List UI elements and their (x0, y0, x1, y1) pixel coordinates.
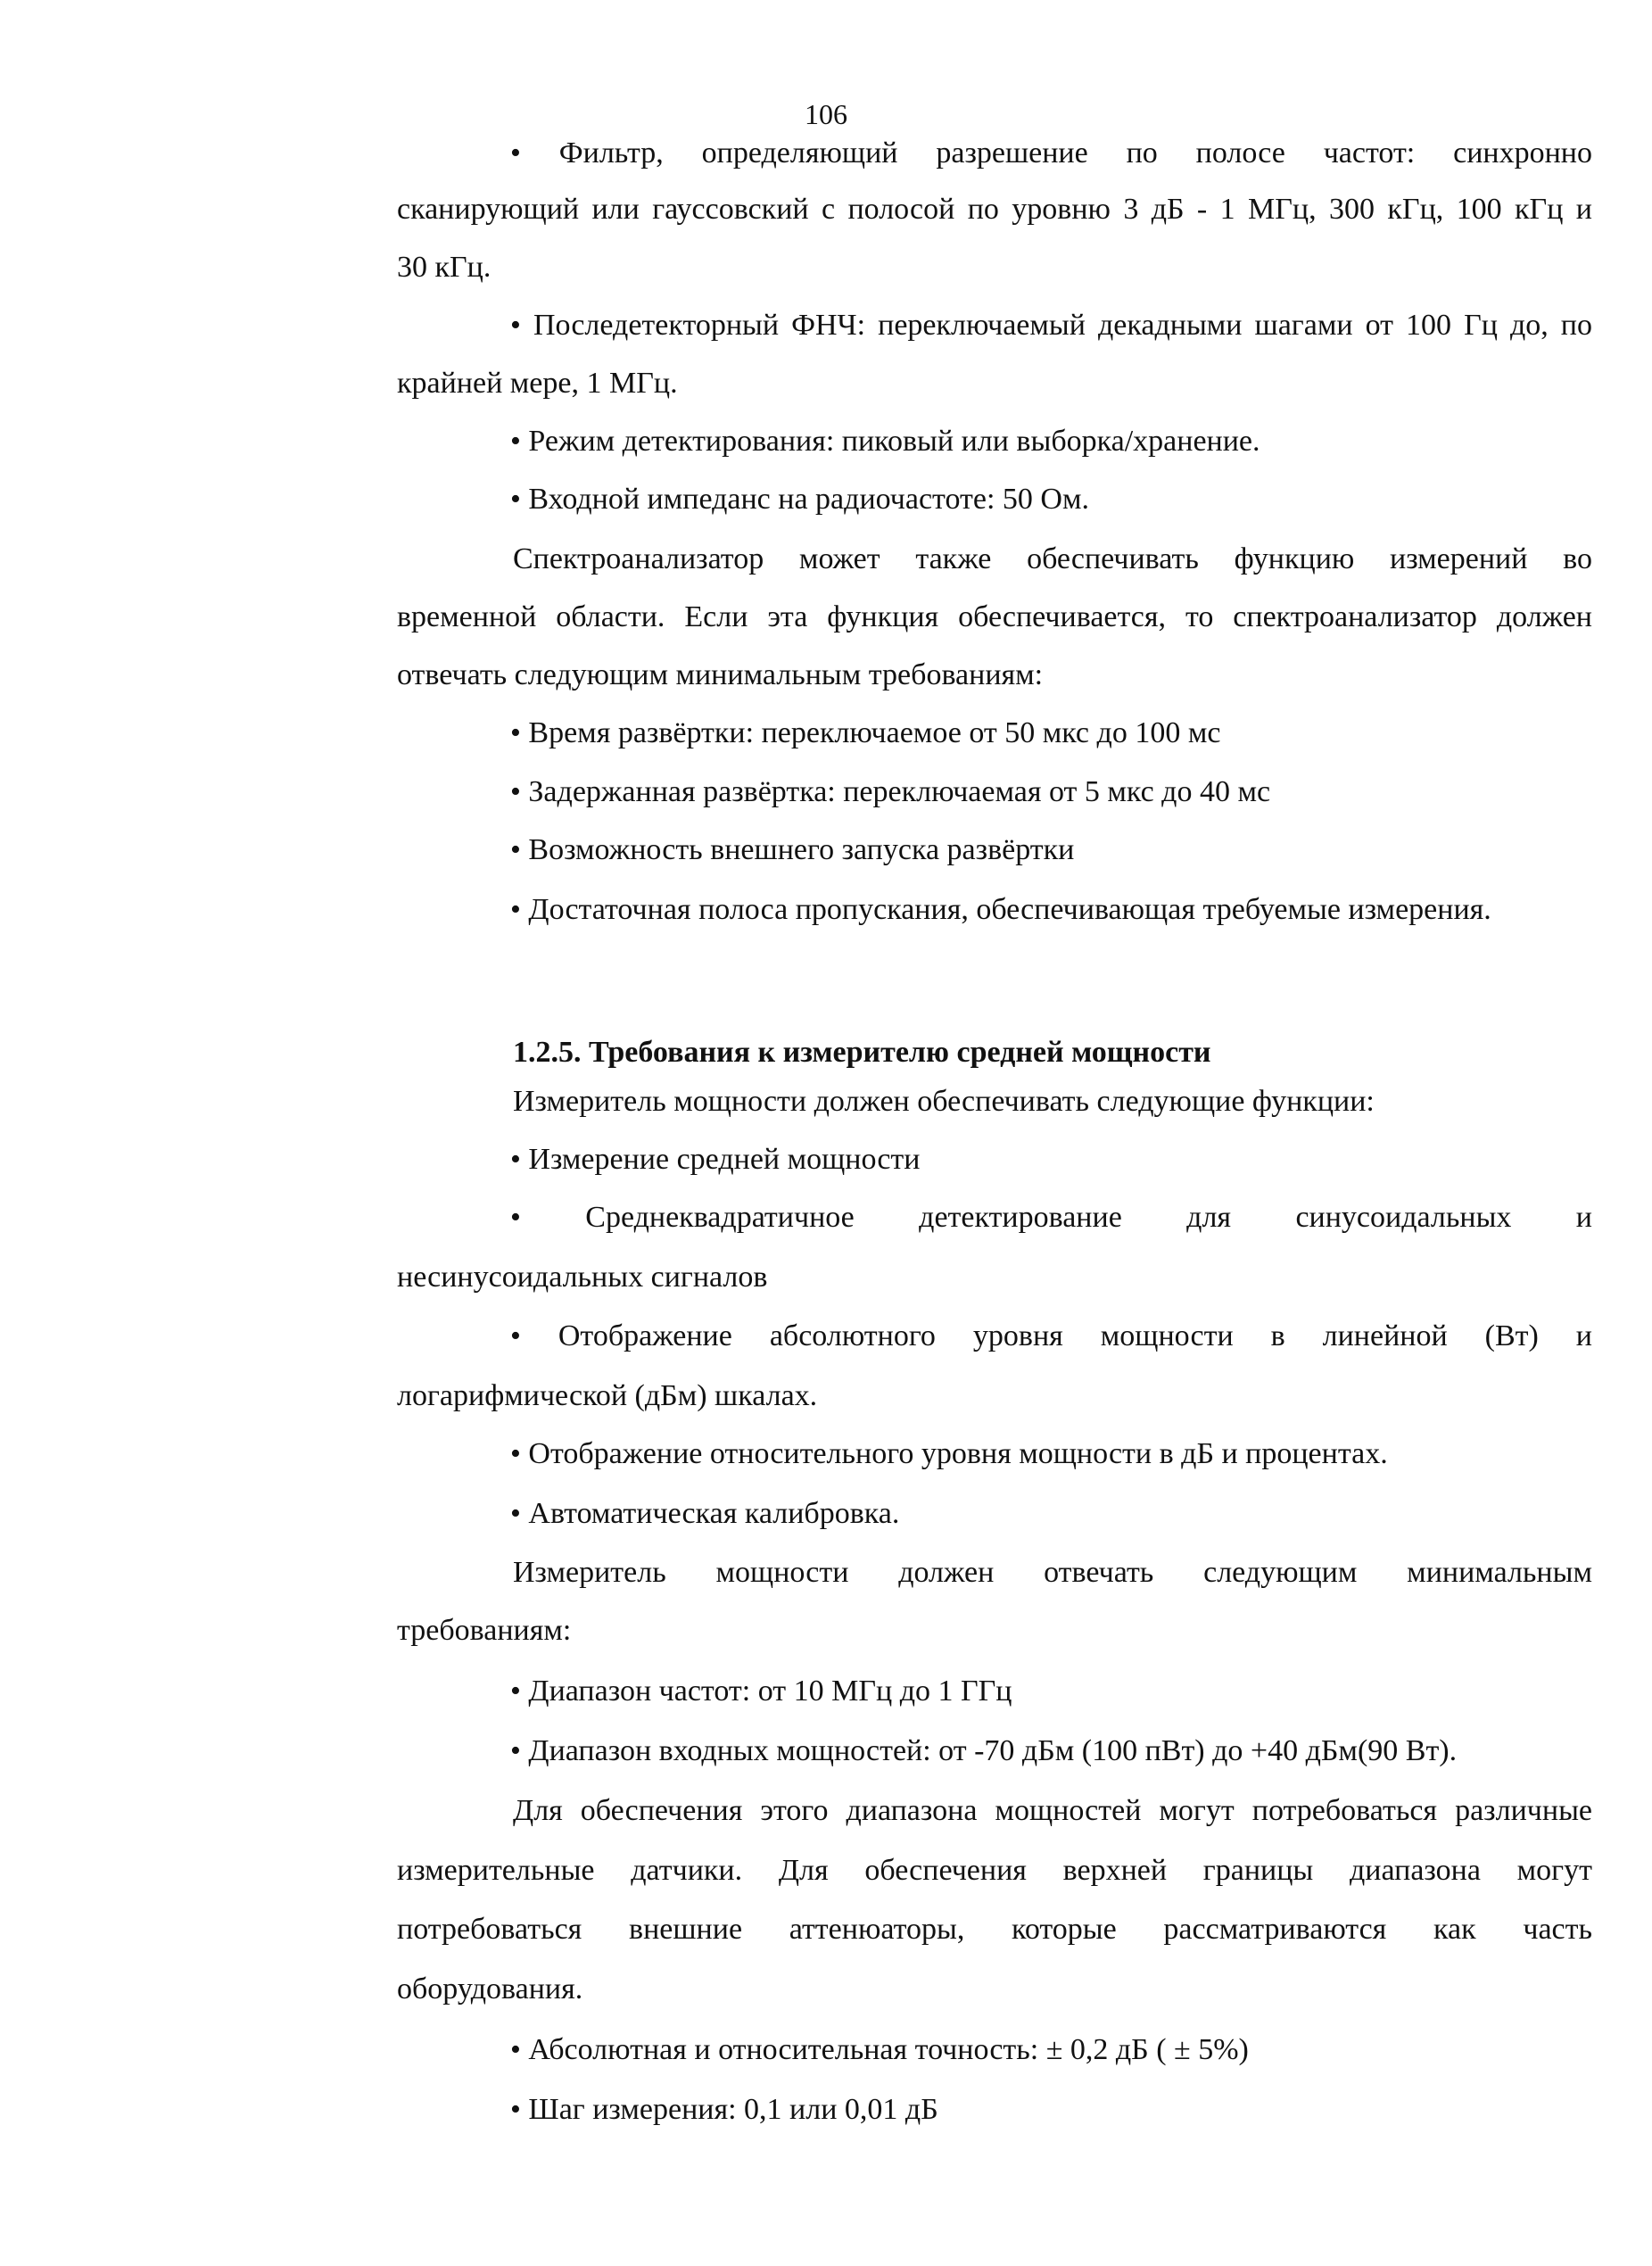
para-requirements-line-1: Измеритель мощности должен отвечать следующим минимальным (513, 1556, 1592, 1589)
func-relative-level: • Отображение относительного уровня мощности в дБ и процентах. (510, 1437, 1388, 1470)
func-absolute-level-line-1: • Отображение абсолютного уровня мощности в линейной (Вт) и (510, 1319, 1592, 1352)
para-time-domain-line-3: отвечать следующим минимальным требованиям: (397, 658, 1044, 691)
func-absolute-level-line-2: логарифмической (дБм) шкалах. (397, 1379, 818, 1412)
bullet-input-impedance: • Входной импеданс на радиочастоте: 50 Ом. (510, 483, 1089, 516)
bullet-filter-line-2: сканирующий или гауссовский с полосой по уровню 3 дБ - 1 МГц, 300 кГц, 100 кГц и (397, 193, 1592, 226)
bullet-detection-mode: • Режим детектирования: пиковый или выборка/хранение. (510, 425, 1260, 458)
para-sensors-line-3: потребоваться внешние аттенюаторы, которые рассматриваются как часть (397, 1913, 1592, 1946)
section-intro: Измеритель мощности должен обеспечивать следующие функции: (513, 1085, 1375, 1118)
bullet-filter-line-1: • Фильтр, определяющий разрешение по полосе частот: синхронно (510, 136, 1592, 170)
func-average-power: • Измерение средней мощности (510, 1143, 921, 1176)
req-frequency-range: • Диапазон частот: от 10 МГц до 1 ГГц (510, 1675, 1012, 1708)
req-measurement-step: • Шаг измерения: 0,1 или 0,01 дБ (510, 2093, 938, 2126)
bullet-sweep-time: • Время развёртки: переключаемое от 50 мкс до 100 мс (510, 716, 1221, 749)
para-time-domain-line-2: временной области. Если эта функция обеспечивается, то спектроанализатор должен (397, 600, 1592, 633)
req-power-range: • Диапазон входных мощностей: от -70 дБм (100 пВт) до +40 дБм(90 Вт). (510, 1734, 1458, 1767)
section-heading: 1.2.5. Требования к измерителю средней мощности (513, 1036, 1211, 1069)
para-sensors-line-4: оборудования. (397, 1972, 583, 2005)
bullet-delayed-sweep: • Задержанная развёртка: переключаемая от 5 мкс до 40 мс (510, 775, 1271, 808)
bullet-external-trigger: • Возможность внешнего запуска развёртки (510, 833, 1075, 866)
func-rms-line-2: несинусоидальных сигналов (397, 1261, 768, 1294)
bullet-lpf-line-1: • Последетекторный ФНЧ: переключаемый декадными шагами от 100 Гц до, по (510, 309, 1592, 342)
func-rms-line-1: • Среднеквадратичное детектирование для синусоидальных и (510, 1201, 1592, 1234)
func-auto-calibration: • Автоматическая калибровка. (510, 1497, 900, 1530)
para-sensors-line-1: Для обеспечения этого диапазона мощностей могут потребоваться различные (513, 1794, 1592, 1827)
req-accuracy: • Абсолютная и относительная точность: ± 0,2 дБ ( ± 5%) (510, 2033, 1249, 2066)
bullet-filter-line-3: 30 кГц. (397, 251, 491, 284)
bullet-bandwidth: • Достаточная полоса пропускания, обеспечивающая требуемые измерения. (510, 893, 1491, 926)
para-sensors-line-2: измерительные датчики. Для обеспечения верхней границы диапазона могут (397, 1854, 1592, 1887)
page-number: 106 (805, 98, 847, 130)
para-time-domain-line-1: Спектроанализатор может также обеспечивать функцию измерений во (513, 542, 1592, 575)
bullet-lpf-line-2: крайней мере, 1 МГц. (397, 367, 678, 400)
para-requirements-line-2: требованиям: (397, 1614, 572, 1647)
